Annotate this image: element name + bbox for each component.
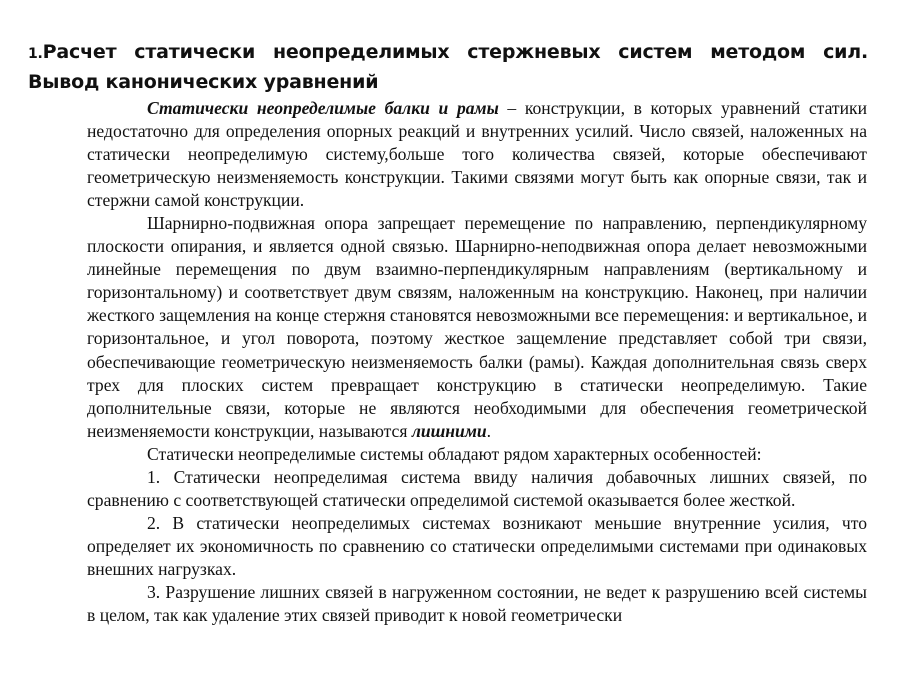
term-redundant: лишними [411, 420, 487, 441]
paragraph-definition [87, 97, 867, 212]
term-statically-indeterminate: Статически неопределимые балки и рамы [147, 98, 499, 118]
paragraph-definition-text: – конструкции, в которых уравнений статики недостаточно для определения опорных реакций и внутренних усилий. Число связей, наложенных на статически неопределимую систему,больше того количества связей, которые обеспечивают геометрическую неизменяемость конструкции. Такими связями могут быть как опорные связи, так и стержни самой конструкции. [87, 98, 868, 211]
paragraph-supports-end: . [486, 420, 492, 441]
paragraph-feature-2: 2. В статически неопределимых системах возникают меньшие внутренние усилия, что определяет их экономичность по сравнению со статически определимыми системами при одинаковых внешних нагрузках. [87, 512, 867, 579]
paragraph-feature-1: 1. Статически неопределимая система ввиду наличия добавочных лишних связей, по сравнению с соответствующей статически определимой системой оказывается более жесткой. [87, 466, 867, 510]
paragraph-feature-3: 3. Разрушение лишних связей в нагруженном состоянии, не ведет к разрушению всей системы в целом, так как удаление этих связей приводит к новой геометрически [87, 581, 867, 626]
section-heading [28, 38, 868, 96]
document-body [87, 97, 867, 627]
paragraph-features-intro: Статически неопределимые системы обладают рядом характерных особенностей: [147, 443, 762, 464]
section-title: Расчет статически неопределимых стержневых систем методом сил. Вывод канонических уравнений [28, 41, 868, 93]
paragraph-supports-text: Шарнирно-подвижная опора запрещает перемещение по направлению, перпендикулярному плоскости опирания, и является одной связью. Шарнирно-неподвижная опора делает невозможными линейные перемещения по двум взаимно-перпендикулярным направлениям (вертикальному и горизонтальному) и соответствует двум связям, наложенным на конструкцию. Наконец, при наличии жесткого защемления на конце стержня становятся невозможными все перемещения: и вертикальное, и горизонтальное, и угол поворота, поэтому жесткое защемление представляет собой три связи, обеспечивающие геометрическую неизменяемость балки (рамы). Каждая дополнительная связь сверх трех для плоских систем превращает конструкцию в статически неопределимую. Такие дополнительные связи, которые не являются необходимыми для обеспечения геометрической неизменяемости конструкции, называются [87, 213, 867, 441]
section-number: 1. [28, 46, 43, 62]
paragraph-supports [87, 212, 867, 442]
